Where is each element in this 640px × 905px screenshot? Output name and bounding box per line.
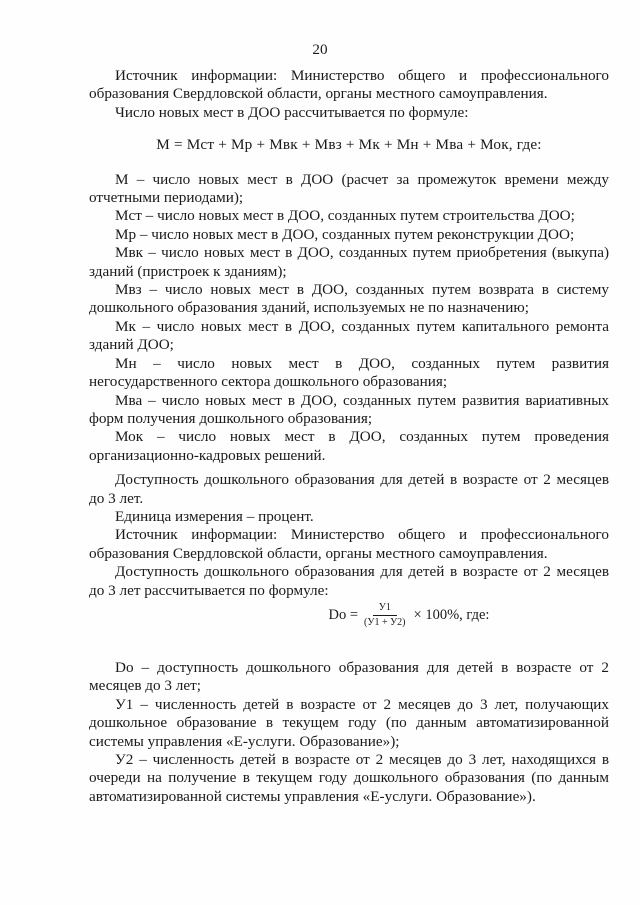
formula-accessibility	[209, 602, 609, 629]
definition-mst: Мст – число новых мест в ДОО, созданных путем строительства ДОО;	[115, 207, 575, 225]
definition-m: М – число новых мест в ДОО (расчет за промежуток времени между отчетными периодами);	[89, 170, 609, 207]
calc-intro: Доступность дошкольного образования для детей в возрасте от 2 месяцев до 3 лет рассчитывается по формуле:	[89, 563, 609, 599]
indicator-title: Доступность дошкольного образования для детей в возрасте от 2 месяцев до 3 лет.	[89, 471, 609, 507]
formula-new-places: М = Мст + Мр + Мвк + Мвз + Мк + Мн + Мва + Мок, где:	[156, 136, 542, 154]
unit-of-measure: Единица измерения – процент.	[115, 507, 314, 525]
definition-mr: Мр – число новых мест в ДОО, созданных путем реконструкции ДОО;	[115, 225, 575, 243]
source-paragraph-2: Источник информации: Министерство общего и профессионального образования Свердловской области, органы местного самоуправления.	[89, 526, 609, 562]
source-paragraph: Источник информации: Министерство общего и профессионального образования Свердловской области, органы местного самоуправления.	[89, 67, 609, 103]
definition-mvz: Мвз – число новых мест в ДОО, созданных путем возврата в систему дошкольного образования зданий, используемых не по назначению;	[89, 281, 609, 317]
formula-numerator: У1	[373, 602, 397, 616]
formula-lhs: Dо =	[328, 607, 359, 624]
formula-rhs: × 100%, где:	[413, 607, 490, 624]
page-number: 20	[312, 41, 328, 58]
definition-u2: У2 – численность детей в возрасте от 2 месяцев до 3 лет, находящихся в очереди на получение в текущем году дошкольного образования (по данным автоматизированной системы управления «Е-услуги. Образование»).	[89, 751, 609, 805]
definition-mok: Мок – число новых мест в ДОО, созданных путем проведения организационно-кадровых решений.	[89, 428, 609, 464]
formula-denominator: (У1 + У2)	[364, 616, 406, 628]
definition-do: Dо – доступность дошкольного образования для детей в возрасте от 2 месяцев до 3 лет;	[89, 658, 609, 695]
definition-mk: Мк – число новых мест в ДОО, созданных путем капитального ремонта зданий ДОО;	[89, 317, 609, 354]
definition-mvk: Мвк – число новых мест в ДОО, созданных путем приобретения (выкупа) зданий (пристроек к зданиям);	[89, 244, 609, 280]
formula-fraction	[364, 602, 405, 629]
definition-mn: Мн – число новых мест в ДОО, созданных путем развития негосударственного сектора дошкольного образования;	[89, 354, 609, 391]
formula-intro: Число новых мест в ДОО рассчитывается по формуле:	[115, 103, 469, 121]
page-body	[89, 67, 609, 806]
definition-u1: У1 – численность детей в возрасте от 2 месяцев до 3 лет, получающих дошкольное образование в текущем году (по данным автоматизированной системы управления «Е-услуги. Образование»);	[89, 695, 609, 750]
definition-mva: Мва – число новых мест в ДОО, созданных путем развития вариативных форм получения дошкольного образования;	[89, 391, 609, 427]
